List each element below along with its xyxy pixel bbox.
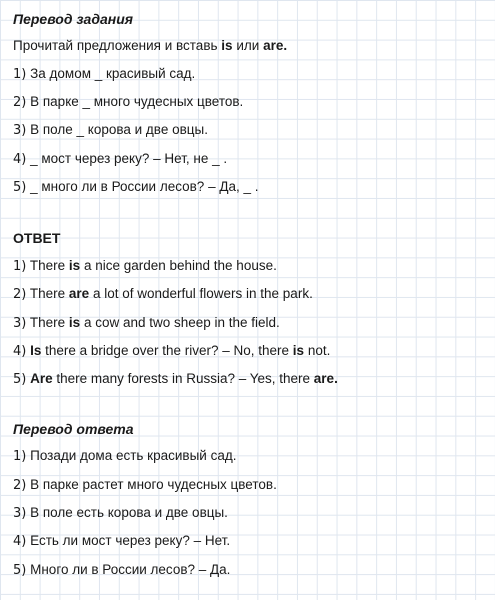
item-text: _ много ли в России лесов? – Да, _ . [30, 179, 259, 194]
item-number: 1) [13, 67, 27, 82]
item-number: 1) [13, 449, 27, 464]
answer-verb-start: Is [30, 343, 42, 358]
answer-mid: there many forests in Russia? – Yes, there [56, 371, 311, 386]
item-number: 5) [13, 180, 27, 195]
answer-post: a cow and two sheep in the field. [83, 315, 280, 330]
answer-item-4 [13, 342, 330, 361]
item-number: 1) [13, 259, 27, 274]
item-text: Много ли в России лесов? – Да. [30, 562, 231, 577]
answer-verb: are [68, 286, 90, 301]
item-text: За домом _ красивый сад. [30, 66, 196, 81]
item-number: 4) [13, 152, 27, 167]
instruction-word-is: is [221, 38, 233, 53]
task-item-1 [13, 65, 195, 84]
item-number: 2) [13, 478, 27, 493]
answer-pre: There [29, 315, 66, 330]
item-text: В парке растет много чудесных цветов. [30, 477, 277, 492]
item-number: 4) [13, 344, 27, 359]
answer-verb-end: is [292, 343, 305, 358]
answer-item-2 [13, 285, 313, 304]
item-text: Позади дома есть красивый сад. [30, 448, 237, 463]
answer-translation-heading: Перевод ответа [13, 421, 134, 437]
answer-translation-item-5 [13, 561, 230, 580]
item-text: В парке _ много чудесных цветов. [30, 94, 244, 109]
answer-pre: There [29, 258, 66, 273]
answer-mid: there a bridge over the river? – No, there [45, 343, 290, 358]
item-number: 4) [13, 534, 27, 549]
answer-translation-item-3 [13, 504, 228, 523]
answer-verb-end: are. [313, 371, 338, 386]
answer-verb: is [68, 258, 81, 273]
instruction-word-or: или [236, 38, 260, 53]
answer-item-3 [13, 314, 280, 333]
item-number: 5) [13, 563, 27, 578]
item-number: 3) [13, 506, 27, 521]
item-text: Есть ли мост через реку? – Нет. [30, 533, 231, 548]
item-text: В поле _ корова и две овцы. [30, 122, 208, 137]
task-item-3 [13, 121, 208, 140]
answer-post: a lot of wonderful flowers in the park. [92, 286, 313, 301]
task-item-5 [13, 178, 259, 197]
answer-pre: There [29, 286, 66, 301]
answer-post: not. [307, 343, 331, 358]
item-text: В поле есть корова и две овцы. [30, 505, 228, 520]
item-number: 2) [13, 95, 27, 110]
answer-translation-item-2 [13, 476, 277, 495]
answer-translation-item-4 [13, 532, 230, 551]
answer-heading: ОТВЕТ [13, 230, 61, 246]
item-number: 3) [13, 316, 27, 331]
task-item-4 [13, 150, 227, 169]
task-instruction [13, 37, 287, 55]
task-translation-heading: Перевод задания [13, 11, 134, 27]
item-number: 2) [13, 287, 27, 302]
answer-verb: is [68, 315, 81, 330]
item-number: 5) [13, 372, 27, 387]
instruction-text: Прочитай предложения и вставь [13, 38, 218, 53]
task-item-2 [13, 93, 243, 112]
answer-post: a nice garden behind the house. [83, 258, 277, 273]
answer-item-5 [13, 370, 338, 389]
item-number: 3) [13, 123, 27, 138]
answer-item-1 [13, 257, 277, 276]
answer-verb-start: Are [30, 371, 53, 386]
instruction-word-are: are. [263, 38, 288, 53]
item-text: _ мост через реку? – Нет, не _ . [30, 151, 228, 166]
answer-translation-item-1 [13, 447, 236, 466]
